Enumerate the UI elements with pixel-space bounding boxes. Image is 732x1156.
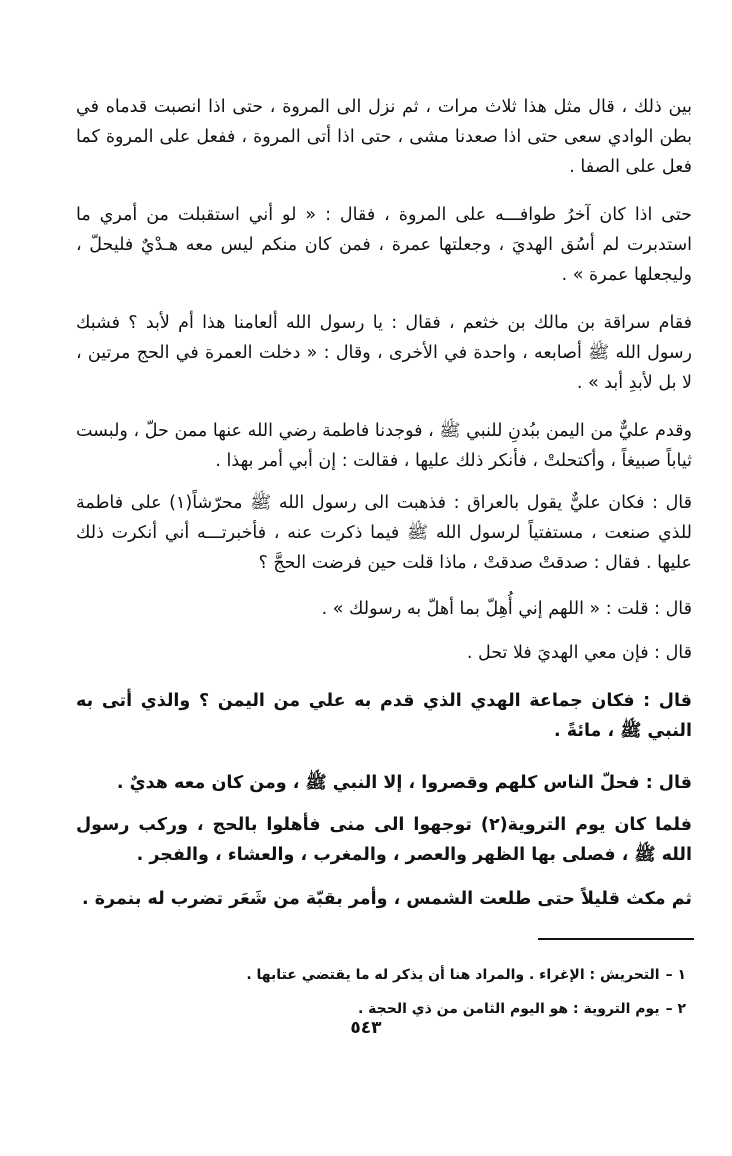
footnote-text: التحريش : الإغراء . والمراد هنا أن يذكر له ما يقتضي عتابها .: [246, 967, 660, 983]
paragraph-2: حتى اذا كان آخرُ طوافـــه على المروة ، فقال : « لو أني استقبلت من أمري ما استدبرت لم أسُق الهديَ ، وجعلتها عمرة ، فمن كان منكم ليس معه هـدْيٌ فليحلّ ، وليجعلها عمرة » .: [76, 205, 692, 285]
paragraph-7: قال : فإن معي الهديَ فلا تحل .: [466, 643, 692, 663]
main-text: [76, 92, 692, 914]
footnote-1: [120, 958, 686, 992]
paragraph-6: قال : قلت : « اللهم إني أُهِلّ بما أهلّ به رسولك » .: [321, 599, 692, 619]
paragraph-11: ثم مكث قليلاً حتى طلعت الشمس ، وأمر بقبّة من شَعَر تضرب له بنمرة .: [81, 889, 692, 909]
page-number: ٥٤٣: [350, 1018, 382, 1038]
footnote-number: ١ –: [665, 967, 686, 983]
paragraph-10: فلما كان يوم التروية(٢) توجهوا الى منى فأهلوا بالحج ، وركب رسول الله ﷺ ، فصلى بها الظهر والعصر ، والمغرب ، والعشاء ، والفجر .: [76, 815, 692, 865]
paragraph-3: فقام سراقة بن مالك بن خثعم ، فقال : يا رسول الله ألعامنا هذا أم لأبد ؟ فشبك رسول الله ﷺ أصابعه ، واحدة في الأخرى ، وقال : « دخلت العمرة في الحج مرتين ، لا بل لأبدِ أبد » .: [76, 313, 692, 393]
paragraph-4: وقدم عليٌّ من اليمن ببُدنِ للنبي ﷺ ، فوجدنا فاطمة رضي الله عنها ممن حلّ ، ولبست ثياباً صبيغاً ، وأكتحلتْ ، فأنكر ذلك عليها ، فقالت : إن أبي أمر بهذا .: [76, 421, 692, 471]
footnote-number: ٢ –: [665, 1001, 686, 1017]
paragraph-5: قال : فكان عليٌّ يقول بالعراق : فذهبت الى رسول الله ﷺ محرّشاً(١) على فاطمة للذي صنعت ، مستفتياً لرسول الله ﷺ فيما ذكرت عنه ، فأخبرتـــه أني أنكرت ذلك عليها . فقال : صدقتْ صدقتْ ، ماذا قلت حين فرضت الحجَّ ؟: [76, 493, 692, 573]
paragraph-9: قال : فحلّ الناس كلهم وقصروا ، إلا النبي ﷺ ، ومن كان معه هديٌ .: [116, 773, 692, 793]
paragraph-1: بين ذلك ، قال مثل هذا ثلاث مرات ، ثم نزل الى المروة ، حتى اذا انصبت قدماه في بطن الوادي سعى حتى اذا صعدنا مشى ، حتى اذا أتى المروة ، ففعل على المروة كما فعل على الصفا .: [76, 97, 692, 177]
footnote-text: يوم التروية : هو اليوم الثامن من ذي الحجة .: [357, 1001, 660, 1017]
footnotes: [120, 958, 686, 1026]
footnote-divider: [538, 938, 694, 940]
paragraph-8: قال : فكان جماعة الهدي الذي قدم به علي من اليمن ؟ والذي أتى به النبي ﷺ ، مائةً .: [76, 691, 692, 741]
